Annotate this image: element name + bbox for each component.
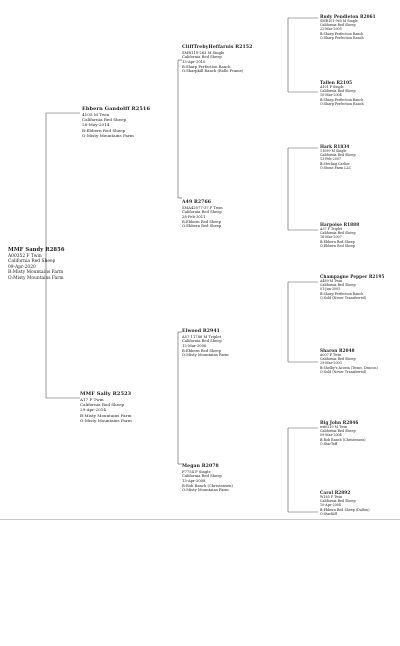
- ggp-5-owner: O:Sold (Never Transferred): [320, 295, 367, 300]
- ggp-8-breed: California Red Sheep: [320, 499, 356, 504]
- sire-dam-name: A49 R2766: [182, 200, 212, 205]
- ggp-2-name: Tallen R2105: [320, 80, 353, 85]
- sire-dam-owner: O:Ebbern Red Sheep: [182, 224, 222, 229]
- ggp-2-owner: O:Sharp Perfection Ranch: [320, 101, 364, 106]
- great-grandparent-4: [320, 222, 359, 248]
- ggp-6-birthdate: 29-Mar-2003: [320, 361, 342, 366]
- ggp-5-birthdate: 01-Jun-2005: [320, 287, 341, 292]
- sire-dam-birthdate: 28-Feb-2011: [182, 214, 206, 219]
- ggp-3-breeder: B:Sterling Carlier: [320, 161, 350, 166]
- dam-dam-animal: [182, 464, 233, 493]
- dam-sire-name: Elwood R2941: [182, 329, 220, 334]
- sire-animal: [82, 106, 150, 138]
- subject-name: MMF Sandy R2856: [8, 247, 65, 253]
- sire-owner: O:Misty Mountains Farm: [82, 132, 134, 138]
- ggp-5-id-line: A489 M Twin: [320, 279, 343, 284]
- sire-sire-animal: [182, 45, 252, 74]
- ggp-2-breeder: B:Sharp Perfection Ranch: [320, 97, 364, 102]
- sire-dam-id-line: SMA42077-37 F Twin: [182, 205, 223, 210]
- dam-dam-breeder: B:Rob Ranch (Christensen): [182, 483, 233, 488]
- ggp-7-breed: California Red Sheep: [320, 429, 356, 434]
- dam-birthdate: 29-Apr-2014: [80, 407, 106, 413]
- ggp-2-birthdate: 10-Mar-2004: [320, 93, 342, 98]
- ggp-3-breed: California Red Sheep: [320, 153, 356, 158]
- dam-sire-owner: O:Misty Mountains Farm: [182, 353, 229, 358]
- ggp-4-owner: O:Ebbern Red Sheep: [320, 243, 356, 248]
- sire-dam-breed: California Red Sheep: [182, 210, 222, 215]
- ggp-3-name: Hark R1834: [320, 144, 350, 149]
- ggp-1-owner: O:Sharp Perfection Ranch: [320, 35, 364, 40]
- dam-dam-name: Megan R2078: [182, 464, 219, 469]
- dam-sire-animal: [182, 329, 229, 358]
- great-grandparent-2: [320, 80, 364, 106]
- ggp-8-owner: O:StarKiff: [320, 511, 337, 516]
- ggp-7-breeder: B:Rob Ranch (Christensen): [320, 437, 366, 442]
- ggp-1-id-line: SMR101-965 M Single: [320, 19, 358, 24]
- ggp-4-id-line: A37 F Triplet: [320, 227, 343, 232]
- subject-id-line: A00352 F Twin: [8, 253, 42, 259]
- ggp-1-name: Rudy Pendleton R2061: [320, 14, 376, 19]
- ggp-6-name: Sharon R2048: [320, 348, 355, 353]
- dam-dam-owner: O:Misty Mountains Farm: [182, 488, 229, 493]
- sire-sire-breeder: B:Sharp Perfection Ranch: [182, 64, 231, 69]
- ggp-6-breeder: B:Shelby's Acosta (Twins, Deacon): [320, 365, 378, 370]
- great-grandparent-1: [320, 14, 376, 40]
- sire-sire-name: CliffTrebyHeffaruis R2152: [182, 45, 253, 50]
- ggp-5-name: Champagne Pepper R2195: [320, 274, 385, 279]
- ggp-3-owner: O:Stone Farm LLC: [320, 165, 352, 170]
- ggp-5-breeder: B:Sharp Perfection Ranch: [320, 291, 364, 296]
- sire-birthdate: 28-May-2014: [82, 122, 110, 128]
- ggp-6-breed: California Red Sheep: [320, 357, 356, 362]
- dam-dam-id-line: F7754 F Single: [182, 469, 211, 474]
- ggp-3-birthdate: 13-Feb-2007: [320, 157, 341, 162]
- sire-dam-breeder: B:Ebbern Red Sheep: [182, 219, 221, 224]
- dam-sire-id-line: A57-11786 M Triplet: [182, 334, 222, 339]
- sire-sire-birthdate: 13-Apr-2010: [182, 59, 206, 64]
- dam-sire-breed: California Red Sheep: [182, 339, 222, 344]
- dam-breeder: B:Misty Mountains Farm: [80, 412, 132, 418]
- sire-sire-owner: O:Sharpkill Ranch (Rollo Frame): [182, 69, 244, 74]
- great-grandparent-5: [320, 274, 384, 300]
- sire-name: Ebbern Gandolff R2516: [82, 106, 151, 112]
- dam-name: MMF Sally R2523: [80, 391, 132, 397]
- ggp-6-owner: O:Sold (Never Transferred): [320, 369, 367, 374]
- ggp-2-breed: California Red Sheep: [320, 89, 356, 94]
- ggp-1-breeder: B:Sharp Perfection Ranch: [320, 31, 364, 36]
- sire-breed: California Red Sheep: [82, 117, 127, 123]
- ggp-7-birthdate: 09-Mar-2004: [320, 433, 342, 438]
- page-bottom-rule: [0, 519, 400, 520]
- ggp-8-name: Carol R2892: [320, 490, 351, 495]
- dam-animal: [80, 391, 132, 423]
- ggp-4-name: Harpoise R1888: [320, 222, 360, 227]
- ggp-7-owner: O:StarTeff: [320, 441, 338, 446]
- ggp-4-birthdate: 16-Mar-2007: [320, 235, 342, 240]
- sire-sire-breed: California Red Sheep: [182, 55, 222, 60]
- great-grandparent-7: [320, 420, 366, 446]
- great-grandparent-6: [320, 348, 378, 374]
- dam-owner: O:Misty Mountains Farm: [80, 417, 132, 423]
- subject-breeder: B:Misty Mountains Farm: [8, 270, 64, 275]
- ggp-2-id-line: A101 F Single: [320, 85, 344, 90]
- ggp-6-id-line: A007 F Twin: [320, 353, 342, 358]
- great-grandparent-8: [320, 490, 370, 516]
- subject-owner: O:Misty Mountains Farm: [8, 275, 64, 281]
- ggp-1-birthdate: 22-Mar-2005: [320, 27, 342, 32]
- sire-dam-animal: [182, 200, 223, 229]
- ggp-8-id-line: W185 F Twin: [320, 495, 343, 500]
- dam-breed: California Red Sheep: [80, 402, 125, 408]
- dam-id-line: A17 F Twin: [80, 397, 104, 403]
- ggp-3-id-line: 11099 M Single: [320, 149, 347, 154]
- ggp-7-name: Big John R2846: [320, 420, 359, 425]
- subject-breed: California Red Sheep: [8, 259, 56, 264]
- ggp-8-breeder: B:Ebbern Red Sheep (Dalton): [320, 507, 370, 512]
- sire-id-line: 4105 M Twin: [82, 112, 110, 118]
- subject-birthdate: 09-Apr-2020: [8, 264, 36, 270]
- ggp-7-id-line: wit0219 M Twin: [320, 425, 348, 430]
- ggp-4-breeder: B:Ebbern Red Sheep: [320, 239, 355, 244]
- dam-sire-birthdate: 12-Mar-2006: [182, 343, 207, 348]
- sire-breeder: B:Ebbern Red Sheep: [82, 127, 126, 133]
- ggp-4-breed: California Red Sheep: [320, 231, 356, 236]
- subject-animal: [8, 247, 65, 281]
- dam-dam-breed: California Red Sheep: [182, 474, 222, 479]
- dam-dam-birthdate: 13-Apr-2008: [182, 478, 206, 483]
- great-grandparent-3: [320, 144, 356, 170]
- ggp-5-breed: California Red Sheep: [320, 283, 356, 288]
- ggp-8-birthdate: 10-Apr-2004: [320, 503, 341, 508]
- dam-sire-breeder: B:Ebbern Red Sheep: [182, 348, 221, 353]
- ggp-1-breed: California Red Sheep: [320, 23, 356, 28]
- sire-sire-id-line: SMR119-263 M Single: [182, 50, 225, 55]
